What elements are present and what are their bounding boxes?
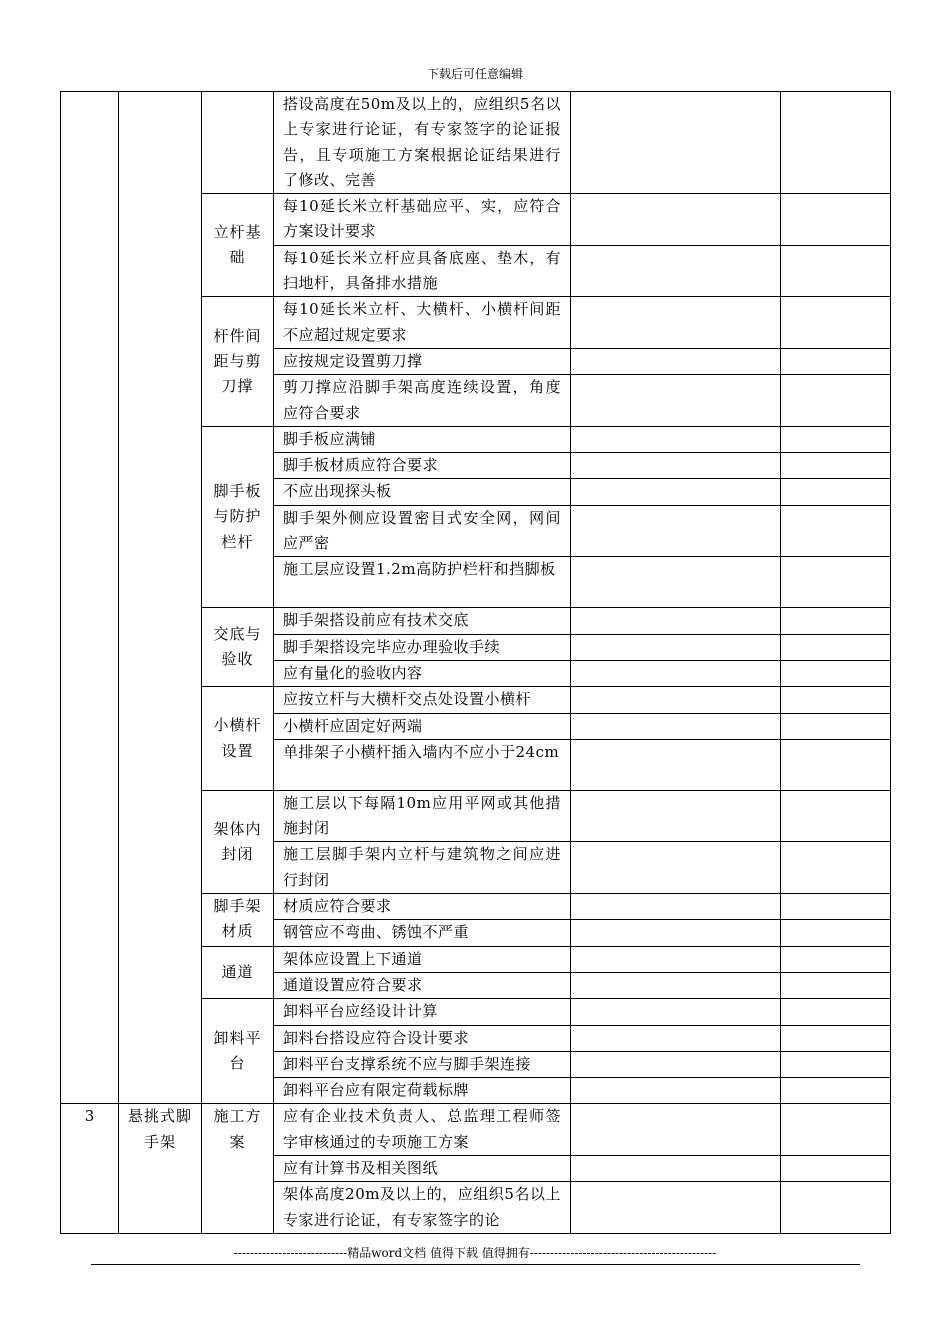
requirement-cell: 脚手板应满铺 xyxy=(274,426,571,452)
blank-cell xyxy=(571,1078,781,1104)
requirement-cell: 钢管应不弯曲、锈蚀不严重 xyxy=(274,920,571,946)
requirement-cell: 应有量化的验收内容 xyxy=(274,660,571,686)
requirement-cell: 材质应符合要求 xyxy=(274,894,571,920)
inspection-table xyxy=(60,91,891,1234)
blank-cell xyxy=(781,426,891,452)
blank-cell xyxy=(571,946,781,972)
requirement-cell: 脚手架搭设完毕应办理验收手续 xyxy=(274,634,571,660)
requirement-cell: 通道设置应符合要求 xyxy=(274,972,571,998)
item-cell: 架体内封闭 xyxy=(202,790,274,893)
requirement-cell: 架体高度20m及以上的，应组织5名以上专家进行论证，有专家签字的论 xyxy=(274,1182,571,1234)
blank-cell xyxy=(781,920,891,946)
requirement-cell: 不应出现探头板 xyxy=(274,479,571,505)
blank-cell xyxy=(781,946,891,972)
requirement-cell: 小横杆应固定好两端 xyxy=(274,713,571,739)
blank-cell xyxy=(571,894,781,920)
blank-cell xyxy=(571,920,781,946)
blank-cell xyxy=(571,1155,781,1181)
blank-cell xyxy=(571,297,781,349)
blank-cell xyxy=(781,1078,891,1104)
blank-cell xyxy=(571,453,781,479)
blank-cell xyxy=(571,479,781,505)
blank-cell xyxy=(781,842,891,894)
blank-cell xyxy=(781,557,891,608)
blank-cell xyxy=(781,1155,891,1181)
blank-cell xyxy=(781,1182,891,1234)
footer-rule xyxy=(91,1264,860,1265)
blank-cell xyxy=(781,999,891,1025)
requirement-cell: 剪刀撑应沿脚手架高度连续设置，角度应符合要求 xyxy=(274,375,571,427)
requirement-cell: 应按规定设置剪刀撑 xyxy=(274,348,571,374)
blank-cell xyxy=(781,894,891,920)
item-cell: 脚手架材质 xyxy=(202,894,274,947)
item-cell: 交底与验收 xyxy=(202,608,274,687)
item-cell: 通道 xyxy=(202,946,274,999)
blank-cell xyxy=(571,194,781,246)
blank-cell xyxy=(571,1104,781,1156)
seq-number-cell: 3 xyxy=(61,1104,119,1233)
item-cell: 立杆基础 xyxy=(202,194,274,297)
requirement-cell: 架体应设置上下通道 xyxy=(274,946,571,972)
requirement-cell: 每10延长米立杆基础应平、实，应符合方案设计要求 xyxy=(274,194,571,246)
requirement-cell: 应按立杆与大横杆交点处设置小横杆 xyxy=(274,687,571,713)
blank-cell xyxy=(571,92,781,194)
blank-cell xyxy=(781,790,891,842)
blank-cell xyxy=(571,1182,781,1234)
blank-cell xyxy=(781,608,891,634)
item-cell: 卸料平台 xyxy=(202,999,274,1104)
requirement-cell: 应有计算书及相关图纸 xyxy=(274,1155,571,1181)
blank-cell xyxy=(781,1025,891,1051)
blank-cell xyxy=(571,842,781,894)
blank-cell xyxy=(571,660,781,686)
requirement-cell: 卸料平台应有限定荷载标牌 xyxy=(274,1078,571,1104)
blank-cell xyxy=(781,505,891,557)
blank-cell xyxy=(571,713,781,739)
requirement-cell: 脚手架外侧应设置密目式安全网，网间应严密 xyxy=(274,505,571,557)
blank-cell xyxy=(781,687,891,713)
blank-cell xyxy=(781,713,891,739)
blank-cell xyxy=(781,375,891,427)
blank-cell xyxy=(571,557,781,608)
blank-cell xyxy=(571,634,781,660)
blank-cell xyxy=(571,999,781,1025)
page-footer: ----------------------------精品word文档 值得下载 值得拥有---------------------------------------------- xyxy=(233,1246,717,1260)
requirement-cell: 卸料平台支撑系统不应与脚手架连接 xyxy=(274,1051,571,1077)
blank-cell xyxy=(781,194,891,246)
blank-cell xyxy=(781,972,891,998)
blank-cell xyxy=(781,92,891,194)
blank-cell xyxy=(571,426,781,452)
requirement-cell: 施工层以下每隔10m应用平网或其他措施封闭 xyxy=(274,790,571,842)
blank-cell xyxy=(571,972,781,998)
item-cell: 脚手板与防护栏杆 xyxy=(202,426,274,607)
page-header: 下载后可任意编辑 xyxy=(426,67,523,81)
blank-cell xyxy=(781,479,891,505)
blank-cell xyxy=(571,739,781,790)
blank-cell xyxy=(781,1051,891,1077)
blank-cell xyxy=(781,245,891,297)
requirement-cell: 卸料平台应经设计计算 xyxy=(274,999,571,1025)
requirement-cell: 卸料台搭设应符合设计要求 xyxy=(274,1025,571,1051)
blank-cell xyxy=(571,375,781,427)
requirement-cell: 施工层脚手架内立杆与建筑物之间应进行封闭 xyxy=(274,842,571,894)
blank-cell xyxy=(571,505,781,557)
category-cell xyxy=(119,92,202,1104)
category-cell: 悬挑式脚手架 xyxy=(119,1104,202,1233)
item-cell: 杆件间距与剪刀撑 xyxy=(202,297,274,426)
requirement-cell: 应有企业技术负责人、总监理工程师签字审核通过的专项施工方案 xyxy=(274,1104,571,1156)
requirement-cell: 每10延长米立杆应具备底座、垫木，有扫地杆，具备排水措施 xyxy=(274,245,571,297)
blank-cell xyxy=(781,297,891,349)
item-cell xyxy=(202,92,274,194)
blank-cell xyxy=(781,348,891,374)
blank-cell xyxy=(571,348,781,374)
blank-cell xyxy=(781,634,891,660)
blank-cell xyxy=(781,739,891,790)
requirement-cell: 每10延长米立杆、大横杆、小横杆间距不应超过规定要求 xyxy=(274,297,571,349)
blank-cell xyxy=(571,687,781,713)
blank-cell xyxy=(781,1104,891,1156)
blank-cell xyxy=(571,1051,781,1077)
blank-cell xyxy=(781,660,891,686)
requirement-cell: 施工层应设置1.2m高防护栏杆和挡脚板 xyxy=(274,557,571,608)
requirement-cell: 搭设高度在50m及以上的，应组织5名以上专家进行论证，有专家签字的论证报告，且专项施工方案根据论证结果进行了修改、完善 xyxy=(274,92,571,194)
item-cell: 小横杆设置 xyxy=(202,687,274,791)
seq-number-cell xyxy=(61,92,119,1104)
requirement-cell: 单排架子小横杆插入墙内不应小于24cm xyxy=(274,739,571,790)
blank-cell xyxy=(571,245,781,297)
item-cell: 施工方案 xyxy=(202,1104,274,1233)
blank-cell xyxy=(571,1025,781,1051)
blank-cell xyxy=(781,453,891,479)
blank-cell xyxy=(571,608,781,634)
requirement-cell: 脚手架搭设前应有技术交底 xyxy=(274,608,571,634)
requirement-cell: 脚手板材质应符合要求 xyxy=(274,453,571,479)
blank-cell xyxy=(571,790,781,842)
